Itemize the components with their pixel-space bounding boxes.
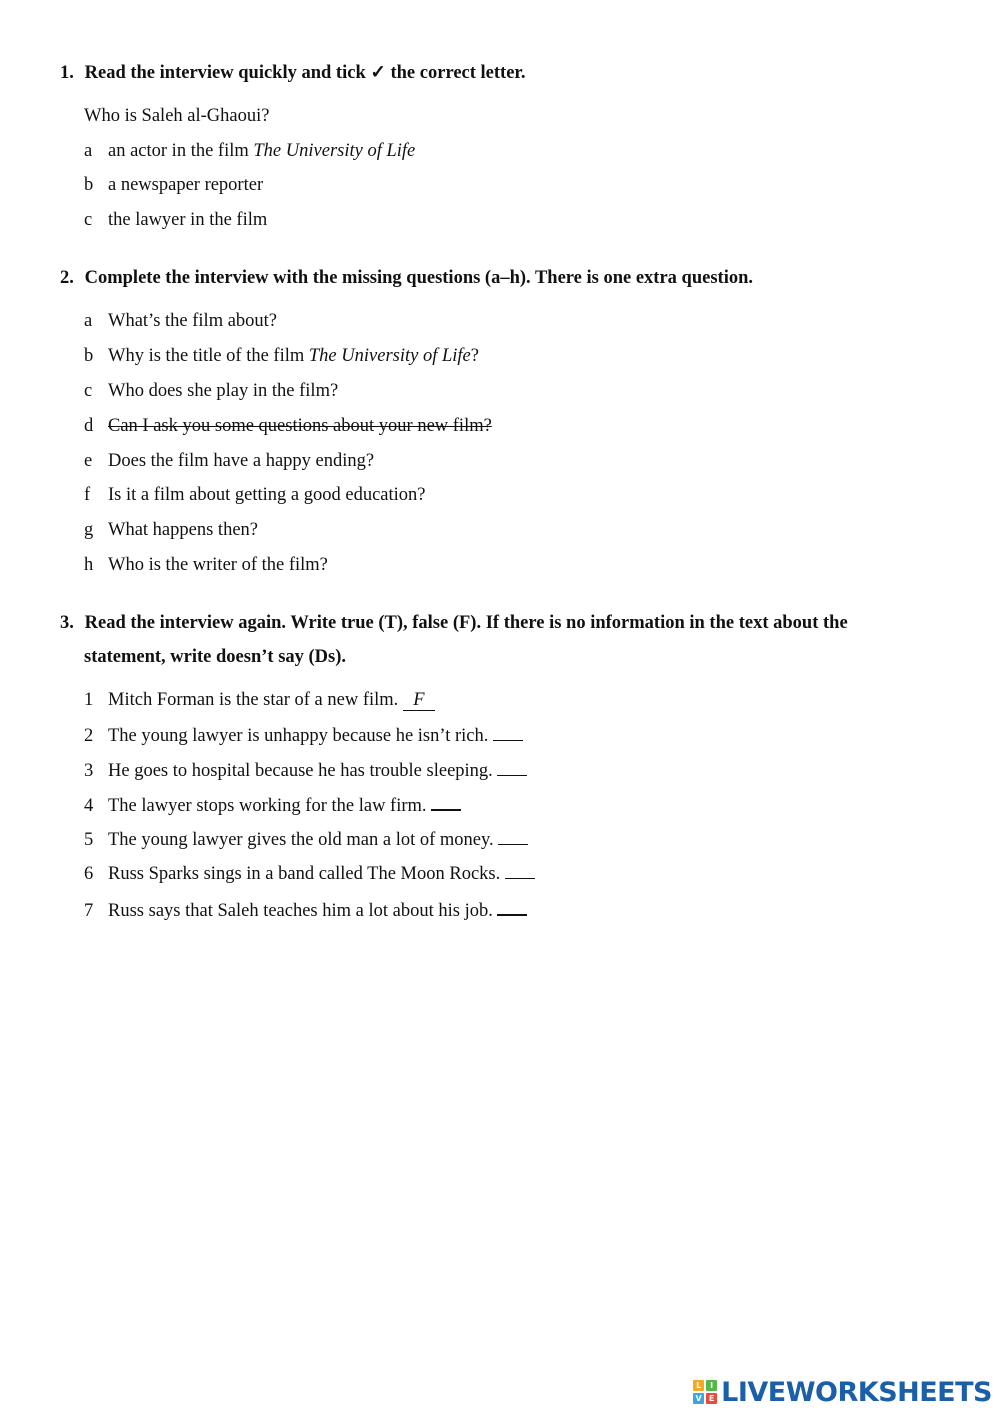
answer-field-5[interactable]	[498, 828, 528, 845]
logo-text: LIVEWORKSHEETS	[721, 1376, 992, 1408]
q3-statement-5: 5 The young lawyer gives the old man a lot of money.	[84, 828, 528, 852]
q3-heading	[60, 606, 940, 674]
q1-heading	[60, 56, 940, 90]
answer-field-6[interactable]	[505, 862, 535, 879]
q1-option-a[interactable]: a an actor in the film The University of Life	[84, 141, 416, 161]
q2-heading	[60, 261, 940, 295]
q1-question: Who is Saleh al-Ghaoui?	[84, 106, 270, 126]
q2-number: 2.	[60, 268, 74, 288]
q1-option-b[interactable]: b a newspaper reporter	[84, 175, 264, 195]
q2-item-e: e Does the film have a happy ending?	[84, 451, 375, 471]
q2-item-g: g What happens then?	[84, 520, 258, 540]
answer-field-1[interactable]: F	[403, 690, 435, 711]
q3-statement-6: 6 Russ Sparks sings in a band called The Moon Rocks.	[84, 862, 535, 886]
q2-item-a: a What’s the film about?	[84, 311, 278, 331]
answer-field-7[interactable]	[497, 898, 527, 916]
q1-number: 1.	[60, 63, 74, 83]
answer-field-2[interactable]	[493, 724, 523, 741]
q3-statement-4: 4 The lawyer stops working for the law firm.	[84, 793, 461, 818]
answer-field-4[interactable]	[431, 793, 461, 811]
q2-item-b: b Why is the title of the film The University of Life?	[84, 346, 479, 366]
q3-statement-2: 2 The young lawyer is unhappy because he isn’t rich.	[84, 724, 523, 748]
q1-instruction: Read the interview quickly and tick ✓ the correct letter.	[84, 63, 526, 83]
logo-grid-icon: L I V E	[693, 1380, 717, 1404]
q3-statement-1: 1 Mitch Forman is the star of a new film. F	[84, 688, 435, 712]
liveworksheets-logo	[693, 1377, 992, 1407]
q2-item-d-example: d Can I ask you some questions about your new film?	[84, 416, 492, 436]
q2-item-h: h Who is the writer of the film?	[84, 555, 328, 575]
q1-option-c[interactable]: c the lawyer in the film	[84, 210, 268, 230]
q3-statement-7: 7 Russ says that Saleh teaches him a lot about his job.	[84, 898, 527, 923]
q3-instruction-line1: Read the interview again. Write true (T), false (F). If there is no information in the text about the	[84, 613, 848, 633]
q2-instruction: Complete the interview with the missing questions (a–h). There is one extra question.	[84, 268, 754, 288]
q2-item-f: f Is it a film about getting a good education?	[84, 485, 426, 505]
q3-instruction-line2: statement, write doesn’t say (Ds).	[84, 647, 347, 667]
q2-item-c: c Who does she play in the film?	[84, 381, 339, 401]
answer-field-3[interactable]	[497, 759, 527, 776]
q3-statement-3: 3 He goes to hospital because he has trouble sleeping.	[84, 759, 527, 783]
q3-number: 3.	[60, 613, 74, 633]
